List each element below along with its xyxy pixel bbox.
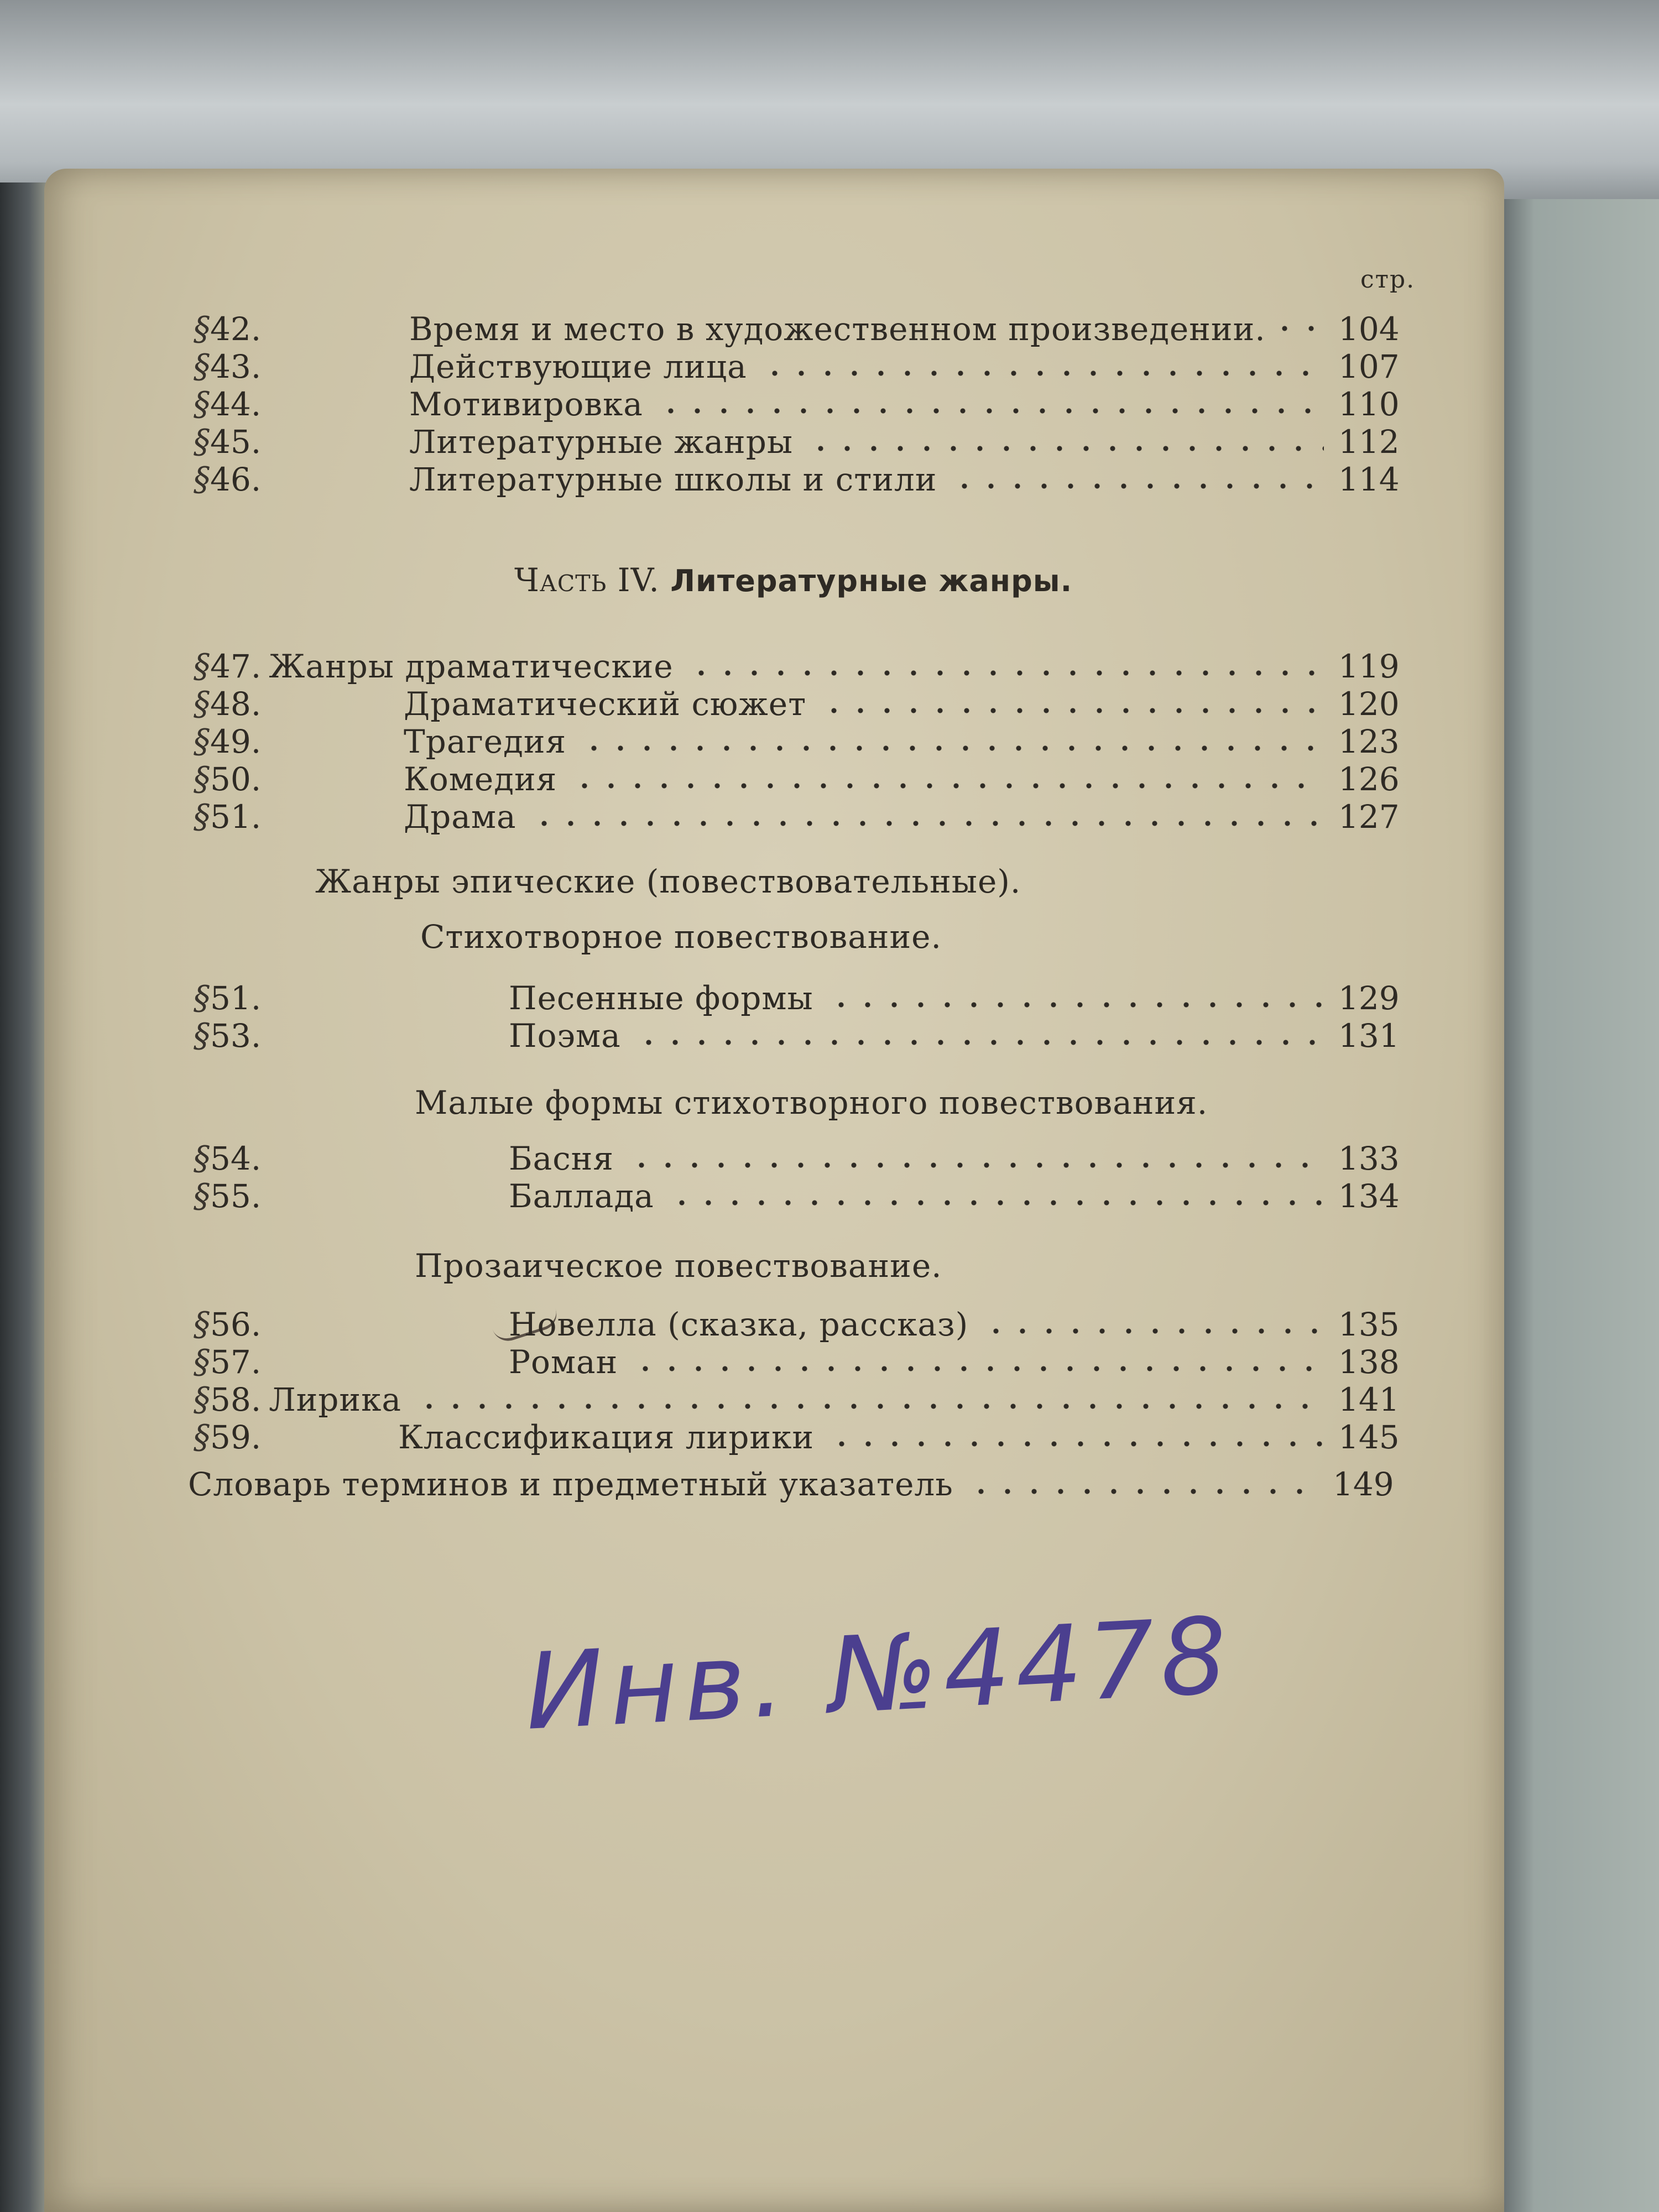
dot-leader	[807, 446, 1324, 451]
entry-title: Словарь терминов и предметный указатель	[188, 1465, 953, 1503]
toc-entry	[194, 797, 1399, 835]
dot-leader	[571, 783, 1324, 789]
dot-leader	[581, 745, 1324, 751]
entry-title: Мотивировка	[409, 385, 643, 423]
section-heading: Жанры эпические (повествовательные).	[315, 863, 1021, 900]
toc-entry	[194, 1016, 1399, 1054]
entry-page: 123	[1338, 723, 1400, 760]
entry-page: 119	[1338, 648, 1400, 685]
entry-title: Поэма	[509, 1017, 621, 1055]
entry-title: Драматический сюжет	[404, 685, 807, 723]
entry-title: Драма	[404, 798, 517, 836]
entry-page: 120	[1338, 685, 1400, 723]
section-sign: §	[194, 1418, 210, 1457]
section-sign: §	[194, 797, 210, 836]
entry-page: 145	[1338, 1418, 1400, 1456]
section-sign: §	[194, 1016, 210, 1055]
dot-leader	[628, 1162, 1324, 1168]
entry-page: 135	[1338, 1306, 1400, 1343]
section-sign: §	[194, 460, 210, 499]
section-sign: §	[194, 647, 210, 686]
book-cover-board	[1493, 199, 1659, 2212]
section-sign: §	[194, 1380, 210, 1419]
toc-entry	[194, 722, 1399, 760]
section-sign: §	[194, 760, 210, 799]
entry-number: 53.	[210, 1017, 262, 1055]
toc-entry	[194, 385, 1399, 422]
entry-title: Трагедия	[404, 723, 567, 760]
toc-entry	[194, 460, 1399, 498]
toc-entry	[194, 347, 1399, 385]
entry-page: 134	[1338, 1177, 1400, 1215]
section-sign: §	[194, 1305, 210, 1344]
part-title: Литературные жанры.	[670, 564, 1073, 598]
entry-number: 59.	[210, 1418, 262, 1456]
toc-entry	[194, 1177, 1399, 1214]
toc-entry	[194, 1380, 1399, 1418]
entry-number: 43.	[210, 348, 262, 385]
entry-page: 110	[1338, 385, 1400, 423]
entry-title: Литературные школы и стили	[409, 461, 937, 498]
entry-page: 107	[1338, 348, 1400, 385]
section-sign: §	[194, 310, 210, 348]
dot-leader	[968, 1489, 1318, 1494]
toc-entry	[194, 685, 1399, 722]
page-column-header: стр.	[1360, 265, 1416, 294]
entry-title: Действующие лица	[409, 348, 747, 385]
section-sign: §	[194, 1139, 210, 1178]
entry-page: 104	[1338, 310, 1400, 348]
toc-entry	[188, 1465, 1394, 1503]
toc-entry	[194, 1418, 1399, 1455]
entry-title: Комедия	[404, 760, 557, 798]
entry-page: 129	[1338, 979, 1400, 1017]
section-sign: §	[194, 422, 210, 461]
toc-entry	[194, 647, 1399, 685]
entry-number: 54.	[210, 1140, 262, 1177]
dot-leader	[635, 1040, 1324, 1045]
entry-page: 112	[1338, 423, 1400, 461]
entry-number: 47.	[210, 648, 262, 685]
entry-number: 46.	[210, 461, 262, 498]
entry-title: Классификация лирики	[398, 1418, 814, 1456]
subsection-heading: Малые формы стихотворного повествования.	[415, 1084, 1208, 1121]
entry-number: 49.	[210, 723, 262, 760]
section-sign: §	[194, 722, 210, 761]
entry-number: 42.	[210, 310, 262, 348]
part-label: Часть IV.	[514, 561, 660, 599]
section-sign: §	[194, 685, 210, 723]
dot-leader	[669, 1200, 1324, 1206]
entry-number: 48.	[210, 685, 262, 723]
entry-title: Жанры драматические	[269, 648, 674, 685]
dot-leader	[821, 708, 1324, 713]
entry-page: 114	[1338, 461, 1400, 498]
entry-number: 45.	[210, 423, 262, 461]
entry-page: 127	[1338, 798, 1400, 836]
toc-entry	[194, 760, 1399, 797]
dot-leader	[688, 670, 1324, 676]
dot-leader	[828, 1441, 1324, 1447]
dot-leader	[951, 483, 1324, 489]
entry-number: 51.	[210, 798, 262, 836]
entry-number: 58.	[210, 1381, 262, 1418]
section-sign: §	[194, 979, 210, 1018]
entry-number: 51.	[210, 979, 262, 1017]
dot-leader	[828, 1002, 1324, 1008]
section-sign: §	[194, 1177, 210, 1215]
entry-title: Время и место в художественном произведении.	[409, 310, 1266, 348]
toc-entry	[194, 1343, 1399, 1380]
entry-number: 56.	[210, 1306, 262, 1343]
section-sign: §	[194, 1343, 210, 1381]
toc-entry	[194, 1305, 1399, 1343]
entry-page: 126	[1338, 760, 1400, 798]
section-sign: §	[194, 385, 210, 424]
entry-number: 55.	[210, 1177, 262, 1215]
dot-leader	[416, 1404, 1324, 1409]
toc-entry	[194, 979, 1399, 1016]
entry-title: Песенные формы	[509, 979, 813, 1017]
entry-title: Лирика	[269, 1381, 401, 1418]
dot-leader	[531, 821, 1324, 826]
entry-title: Литературные жанры	[409, 423, 793, 461]
entry-page: 138	[1338, 1343, 1400, 1381]
entry-page: 133	[1338, 1140, 1400, 1177]
dot-leader	[1271, 326, 1333, 331]
entry-title: Новелла (сказка, рассказ)	[509, 1306, 969, 1343]
entry-title: Басня	[509, 1140, 614, 1177]
subsection-heading: Прозаическое повествование.	[415, 1247, 942, 1285]
dot-leader	[761, 371, 1324, 376]
section-sign: §	[194, 347, 210, 386]
entry-page: 141	[1338, 1381, 1400, 1418]
entry-page: 131	[1338, 1017, 1400, 1055]
toc-entry	[194, 1139, 1399, 1177]
subsection-heading: Стихотворное повествование.	[420, 918, 942, 956]
entry-number: 44.	[210, 385, 262, 423]
dot-leader	[632, 1366, 1324, 1371]
entry-page: 149	[1333, 1465, 1394, 1503]
entry-title: Роман	[509, 1343, 618, 1381]
handwritten-inventory-number: Инв. №4478	[522, 1594, 1236, 1754]
dot-leader	[658, 408, 1324, 414]
entry-number: 57.	[210, 1343, 262, 1381]
part-heading	[514, 561, 1072, 599]
entry-title: Баллада	[509, 1177, 654, 1215]
toc-entry	[194, 310, 1399, 347]
entry-number: 50.	[210, 760, 262, 798]
dot-leader	[983, 1328, 1324, 1334]
toc-entry	[194, 422, 1399, 460]
